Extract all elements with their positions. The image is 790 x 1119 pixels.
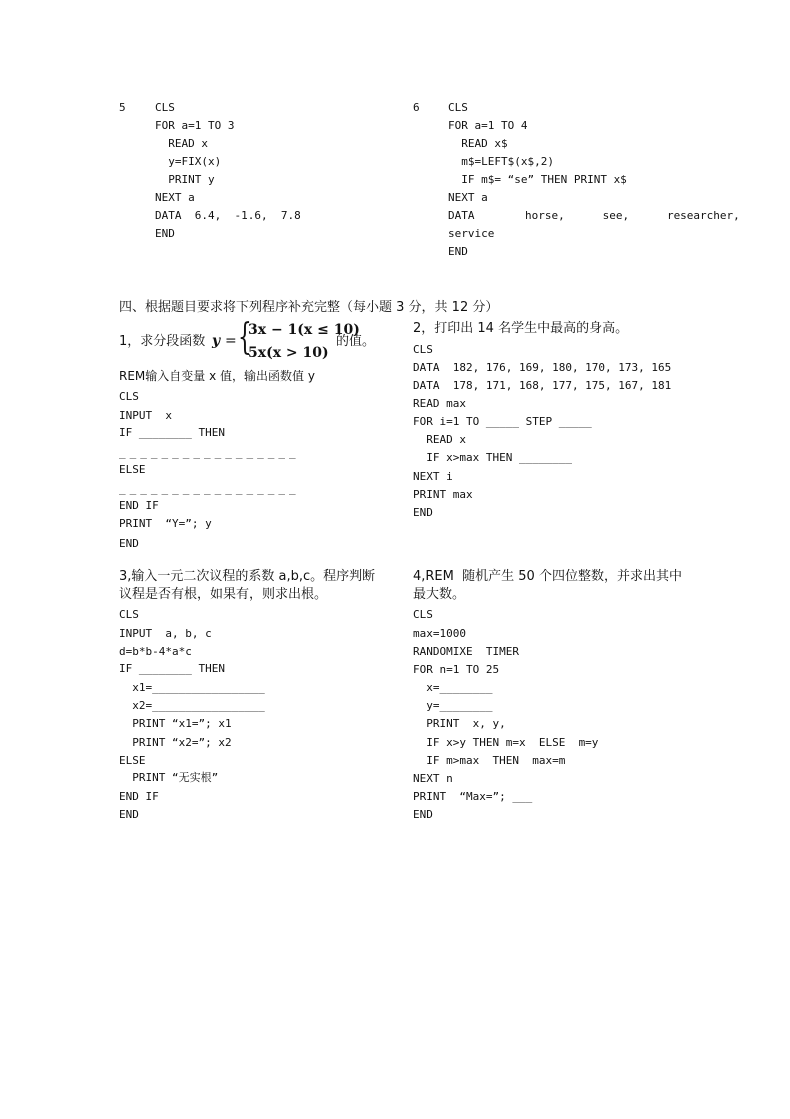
p6-line-4: m$=LEFT$(x$,2) (448, 155, 554, 168)
q1-case-2: 5x(x > 10) (248, 345, 329, 361)
q3-line-9: ELSE (119, 754, 146, 767)
q3-line-7: PRINT “x1=”; x1 (119, 717, 232, 730)
p5-line-2: FOR a=1 TO 3 (155, 119, 235, 132)
q4-line-8: IF x>y THEN m=x ELSE m=y (413, 736, 599, 749)
q1-line-3: INPUT x (119, 409, 172, 422)
q4-line-10: NEXT n (413, 772, 453, 785)
p6-line-6: NEXT a (448, 191, 488, 204)
q2-line-9: PRINT max (413, 488, 473, 501)
q4-line-11: PRINT “Max=”; ___ (413, 790, 533, 803)
q2-line-5: FOR i=1 TO _____ STEP _____ (413, 415, 592, 428)
q4-line-4: FOR n=1 TO 25 (413, 663, 500, 676)
q3-line-5: x1=_________________ (119, 681, 265, 694)
q2-line-8: NEXT i (413, 470, 453, 483)
p6-line-7: DATA horse, see, researcher, (448, 209, 740, 222)
p6-line-8: service (448, 227, 495, 240)
p5-line-1: CLS (155, 101, 175, 114)
q2-line-2: DATA 182, 176, 169, 180, 170, 173, 165 (413, 361, 672, 374)
q3-line-11: END IF (119, 790, 159, 803)
q4-line-6: y=________ (413, 699, 493, 712)
section-title: 四、根据题目要求将下列程序补充完整（每小题 3 分，共 12 分） (119, 300, 499, 315)
q3-line-3: d=b*b-4*a*c (119, 645, 192, 658)
q4-line-9: IF m>max THEN max=m (413, 754, 566, 767)
q3-title-2: 议程是否有根，如果有，则求出根。 (119, 587, 328, 602)
q3-line-6: x2=_________________ (119, 699, 265, 712)
p6-line-2: FOR a=1 TO 4 (448, 119, 528, 132)
p6-line-9: END (448, 245, 468, 258)
q1-line-10: END (119, 537, 139, 550)
q4-line-7: PRINT x, y, (413, 717, 506, 730)
q1-line-9: PRINT “Y=”; y (119, 517, 212, 530)
q4-line-3: RANDOMIXE TIMER (413, 645, 519, 658)
p5-line-8: END (155, 227, 175, 240)
q3-line-2: INPUT a, b, c (119, 627, 212, 640)
p5-line-3: READ x (155, 137, 208, 150)
p5-line-6: NEXT a (155, 191, 195, 204)
q1-line-7: _________________ (119, 482, 300, 495)
q1-line-4: IF ________ THEN (119, 426, 225, 439)
q3-line-10: PRINT “无实根” (119, 771, 219, 784)
q3-line-1: CLS (119, 608, 139, 621)
q3-line-12: END (119, 808, 139, 821)
q4-line-1: CLS (413, 608, 433, 621)
q2-line-10: END (413, 506, 433, 519)
q1-case-1: 3x − 1(x ≤ 10) (248, 322, 360, 338)
q4-title-1: 4,REM 随机产生 50 个四位整数，并求出其中 (413, 569, 682, 584)
q1-equals: = (225, 333, 237, 349)
q1-suffix: 的值。 (336, 334, 376, 349)
q3-title-1: 3,输入一元二次议程的系数 a,b,c。程序判断 (119, 569, 376, 584)
q4-line-2: max=1000 (413, 627, 466, 640)
q4-line-12: END (413, 808, 433, 821)
q1-prefix: 1，求分段函数 (119, 334, 206, 349)
problem-6-number: 6 (413, 101, 420, 114)
q2-line-4: READ max (413, 397, 466, 410)
p5-line-7: DATA 6.4, -1.6, 7.8 (155, 209, 301, 222)
p6-line-5: IF m$= “se” THEN PRINT x$ (448, 173, 627, 186)
p6-line-1: CLS (448, 101, 468, 114)
q1-line-8: END IF (119, 499, 159, 512)
q1-brace: { (238, 317, 252, 358)
p6-line-3: READ x$ (448, 137, 508, 150)
q1-line-1: REM输入自变量 x 值，输出函数值 y (119, 369, 315, 383)
p5-line-4: y=FIX(x) (155, 155, 222, 168)
q4-title-2: 最大数。 (413, 587, 466, 602)
q2-line-3: DATA 178, 171, 168, 177, 175, 167, 181 (413, 379, 672, 392)
q3-line-4: IF ________ THEN (119, 662, 225, 675)
q1-line-6: ELSE (119, 463, 146, 476)
q3-line-8: PRINT “x2=”; x2 (119, 736, 232, 749)
q4-line-5: x=________ (413, 681, 493, 694)
q1-line-2: CLS (119, 390, 139, 403)
problem-5-number: 5 (119, 101, 126, 114)
q2-line-1: CLS (413, 343, 433, 356)
p5-line-5: PRINT y (155, 173, 215, 186)
q1-y-label: y (212, 333, 221, 349)
q2-title: 2，打印出 14 名学生中最高的身高。 (413, 321, 629, 336)
q1-line-5: _________________ (119, 446, 300, 459)
q2-line-6: READ x (413, 433, 466, 446)
q2-line-7: IF x>max THEN ________ (413, 451, 572, 464)
